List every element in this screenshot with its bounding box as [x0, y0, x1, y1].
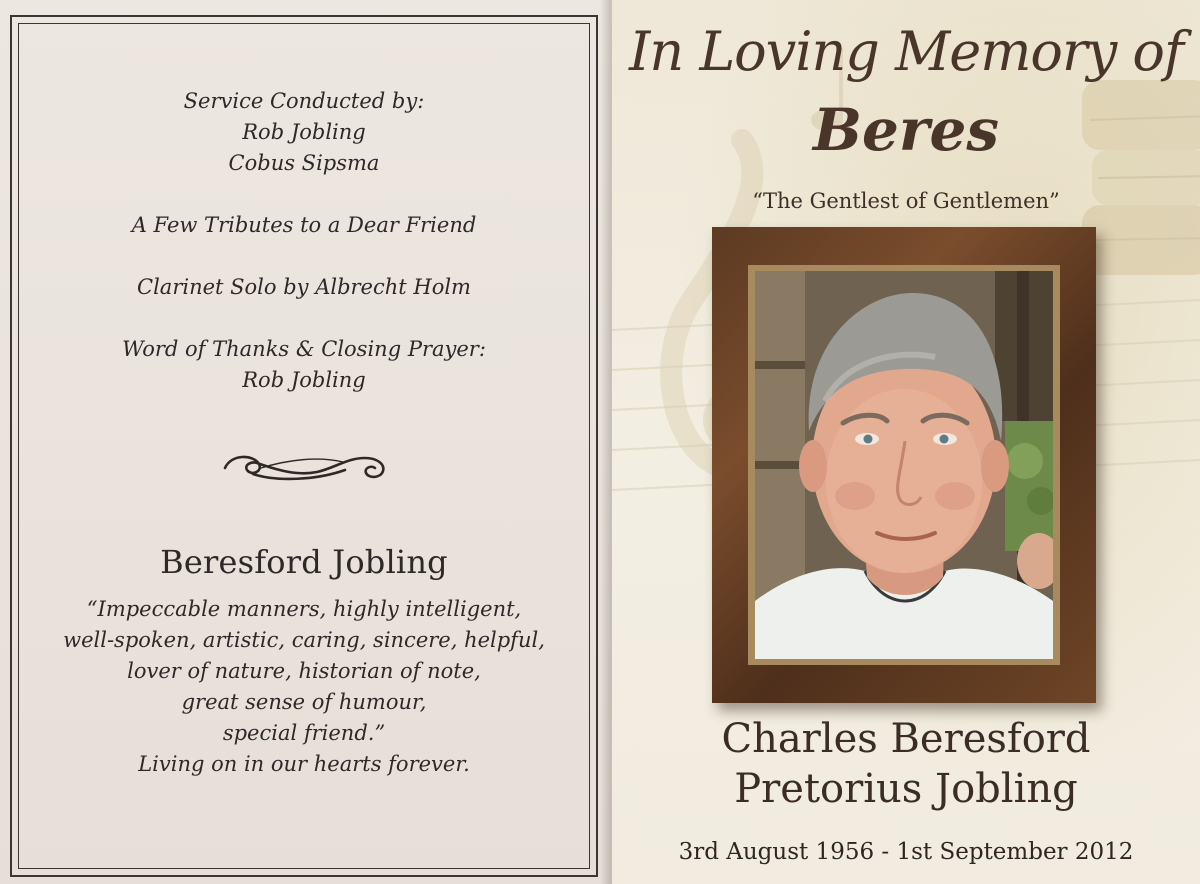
flourish-divider-icon: [217, 446, 391, 490]
program-item-service-conducted: [18, 86, 590, 179]
program-line: Clarinet Solo by Albrecht Holm: [137, 275, 471, 299]
program-line: A Few Tributes to a Dear Friend: [131, 213, 477, 237]
full-name-line: Charles Beresford: [721, 716, 1091, 762]
portrait-photo: [755, 271, 1053, 659]
quote-line: well-spoken, artistic, caring, sincere, helpful,: [63, 628, 545, 652]
right-page-cover: [612, 0, 1200, 884]
life-dates: 3rd August 1956 - 1st September 2012: [678, 839, 1134, 865]
quote-line: “Impeccable manners, highly intelligent,: [86, 597, 522, 621]
tribute-section: [18, 540, 590, 780]
quote-line: great sense of humour,: [181, 690, 427, 714]
portrait-illustration: [755, 271, 1053, 659]
memorial-heading: In Loving Memory of: [629, 20, 1183, 83]
program-item-clarinet-solo: [18, 272, 590, 303]
program-line: Rob Jobling: [242, 368, 366, 392]
tribute-quote: [18, 594, 590, 780]
full-name: [612, 714, 1200, 814]
epithet: “The Gentlest of Gentlemen”: [752, 189, 1060, 213]
service-program: [18, 86, 590, 427]
program-item-tributes: [18, 210, 590, 241]
program-line: Word of Thanks & Closing Prayer:: [122, 337, 486, 361]
full-name-line: Pretorius Jobling: [734, 766, 1078, 812]
quote-line: special friend.”: [222, 721, 386, 745]
portrait-frame: [712, 227, 1096, 703]
quote-line: Living on in our hearts forever.: [138, 752, 470, 776]
program-line: Rob Jobling: [242, 120, 366, 144]
program-item-closing-prayer: [18, 334, 590, 396]
quote-line: lover of nature, historian of note,: [127, 659, 481, 683]
program-line: Cobus Sipsma: [228, 151, 380, 175]
program-line: Service Conducted by:: [183, 89, 425, 113]
tribute-name: Beresford Jobling: [160, 543, 448, 581]
nickname-title: Beres: [812, 96, 1000, 164]
